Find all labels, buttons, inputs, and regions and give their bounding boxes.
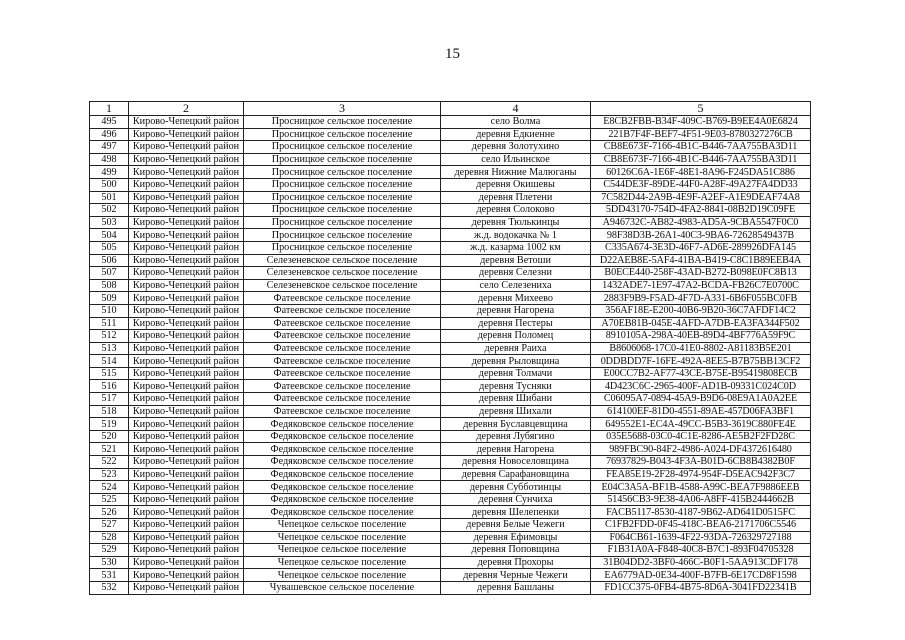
settlement-cell: Просницкое сельское поселение — [244, 216, 441, 229]
settlement-cell: Фатеевское сельское поселение — [244, 367, 441, 380]
locality-cell: деревня Прохоры — [441, 556, 591, 569]
row-number-cell: 496 — [90, 128, 129, 141]
guid-cell: 221B7F4F-BEF7-4F51-9E03-8780327276CB — [591, 128, 811, 141]
guid-cell: CB8E673F-7166-4B1C-B446-7AA755BA3D11 — [591, 141, 811, 154]
guid-cell: 989FBC90-84F2-4986-A024-DF4372616480 — [591, 443, 811, 456]
settlement-cell: Фатеевское сельское поселение — [244, 355, 441, 368]
locality-cell: деревня Солоково — [441, 204, 591, 217]
locality-cell: деревня Селезни — [441, 267, 591, 280]
row-number-cell: 501 — [90, 191, 129, 204]
guid-cell: 7C582D44-2A9B-4E9F-A2EF-A1E9DEAF74A8 — [591, 191, 811, 204]
settlement-cell: Фатеевское сельское поселение — [244, 380, 441, 393]
guid-cell: A946732C-AB82-4983-AD5A-9CBA5547F0C0 — [591, 216, 811, 229]
row-number-cell: 498 — [90, 153, 129, 166]
district-cell: Кирово-Чепецкий район — [129, 456, 244, 469]
district-cell: Кирово-Чепецкий район — [129, 443, 244, 456]
table-row — [90, 279, 811, 292]
row-number-cell: 509 — [90, 292, 129, 305]
row-number-cell: 514 — [90, 355, 129, 368]
guid-cell: C1FB2FDD-0F45-418C-BEA6-2171706C5546 — [591, 519, 811, 532]
guid-cell: D22AEB8E-5AF4-41BA-B419-C8C1B89EEB4A — [591, 254, 811, 267]
column-number-row — [90, 102, 811, 116]
guid-cell: 4D423C6C-2965-400F-AD1B-09331C024C0D — [591, 380, 811, 393]
district-cell: Кирово-Чепецкий район — [129, 216, 244, 229]
district-cell: Кирово-Чепецкий район — [129, 292, 244, 305]
settlement-cell: Просницкое сельское поселение — [244, 229, 441, 242]
guid-cell: B8606068-17C0-41E0-8802-A81183B5E201 — [591, 342, 811, 355]
table-row — [90, 456, 811, 469]
guid-cell: 51456CB3-9E38-4A06-A8FF-415B2444662B — [591, 493, 811, 506]
locality-cell: деревня Шелепенки — [441, 506, 591, 519]
guid-cell: C544DE3F-89DE-44F0-A28F-49A27FA4DD33 — [591, 178, 811, 191]
row-number-cell: 499 — [90, 166, 129, 179]
guid-cell: 2883F9B9-F5AD-4F7D-A331-6B6F055BC0FB — [591, 292, 811, 305]
district-cell: Кирово-Чепецкий район — [129, 116, 244, 129]
district-cell: Кирово-Чепецкий район — [129, 330, 244, 343]
guid-cell: E00CC7B2-AF77-43CE-B75E-B95419808ECB — [591, 367, 811, 380]
settlement-cell: Чепецкое сельское поселение — [244, 531, 441, 544]
settlement-cell: Федяковское сельское поселение — [244, 481, 441, 494]
row-number-cell: 528 — [90, 531, 129, 544]
district-cell: Кирово-Чепецкий район — [129, 191, 244, 204]
table-row — [90, 254, 811, 267]
settlement-cell: Чепецкое сельское поселение — [244, 556, 441, 569]
row-number-cell: 507 — [90, 267, 129, 280]
table-row — [90, 430, 811, 443]
row-number-cell: 532 — [90, 581, 129, 594]
locality-cell: деревня Золотухино — [441, 141, 591, 154]
settlement-cell: Федяковское сельское поселение — [244, 506, 441, 519]
settlement-cell: Федяковское сельское поселение — [244, 430, 441, 443]
locality-cell: деревня Пестеры — [441, 317, 591, 330]
table-row — [90, 229, 811, 242]
row-number-cell: 521 — [90, 443, 129, 456]
row-number-cell: 505 — [90, 241, 129, 254]
guid-cell: B0ECE440-258F-43AD-B272-B098E0FC8B13 — [591, 267, 811, 280]
table-row — [90, 292, 811, 305]
settlement-cell: Федяковское сельское поселение — [244, 468, 441, 481]
table-row — [90, 267, 811, 280]
settlement-cell: Просницкое сельское поселение — [244, 191, 441, 204]
table-row — [90, 519, 811, 532]
guid-cell: A70EB81B-045E-4AFD-A7DB-EA3FA344F502 — [591, 317, 811, 330]
district-cell: Кирово-Чепецкий район — [129, 493, 244, 506]
locality-cell: деревня Башланы — [441, 581, 591, 594]
district-cell: Кирово-Чепецкий район — [129, 342, 244, 355]
district-cell: Кирово-Чепецкий район — [129, 393, 244, 406]
locality-cell: деревня Черные Чежеги — [441, 569, 591, 582]
table-row — [90, 493, 811, 506]
guid-cell: E04C3A5A-BF1B-4588-A99C-BEA7F9886EEB — [591, 481, 811, 494]
row-number-cell: 525 — [90, 493, 129, 506]
locality-cell: ж.д. казарма 1002 км — [441, 241, 591, 254]
locality-cell: деревня Окишевы — [441, 178, 591, 191]
settlement-cell: Просницкое сельское поселение — [244, 128, 441, 141]
district-cell: Кирово-Чепецкий район — [129, 581, 244, 594]
table-row — [90, 191, 811, 204]
table-row — [90, 216, 811, 229]
district-cell: Кирово-Чепецкий район — [129, 254, 244, 267]
row-number-cell: 500 — [90, 178, 129, 191]
table-row — [90, 531, 811, 544]
settlement-cell: Федяковское сельское поселение — [244, 456, 441, 469]
row-number-cell: 516 — [90, 380, 129, 393]
guid-cell: 8910105A-298A-40EB-89D4-4BF776A59F9C — [591, 330, 811, 343]
row-number-cell: 515 — [90, 367, 129, 380]
locality-cell: деревня Едкиенне — [441, 128, 591, 141]
district-cell: Кирово-Чепецкий район — [129, 304, 244, 317]
guid-cell: F064CB61-1639-4F22-93DA-726329727188 — [591, 531, 811, 544]
row-number-cell: 522 — [90, 456, 129, 469]
row-number-cell: 530 — [90, 556, 129, 569]
settlement-cell: Фатеевское сельское поселение — [244, 330, 441, 343]
locality-cell: деревня Новоселовщина — [441, 456, 591, 469]
table-row — [90, 153, 811, 166]
locality-cell: деревня Шихали — [441, 405, 591, 418]
page-number: 15 — [445, 46, 460, 62]
district-cell: Кирово-Чепецкий район — [129, 141, 244, 154]
guid-cell: FACB5117-8530-4187-9B62-AD641D0515FC — [591, 506, 811, 519]
table-row — [90, 405, 811, 418]
table-row — [90, 204, 811, 217]
table-row — [90, 342, 811, 355]
column-header-4: 4 — [441, 102, 591, 116]
settlement-cell: Селезеневское сельское поселение — [244, 279, 441, 292]
row-number-cell: 527 — [90, 519, 129, 532]
table-row — [90, 581, 811, 594]
locality-cell: деревня Белые Чежеги — [441, 519, 591, 532]
column-header-1: 1 — [90, 102, 129, 116]
district-cell: Кирово-Чепецкий район — [129, 128, 244, 141]
locality-cell: деревня Субботинцы — [441, 481, 591, 494]
settlement-cell: Просницкое сельское поселение — [244, 178, 441, 191]
settlement-cell: Просницкое сельское поселение — [244, 141, 441, 154]
row-number-cell: 510 — [90, 304, 129, 317]
table-row — [90, 506, 811, 519]
guid-cell: E8CB2FBB-B34F-409C-B769-B9EE4A0E6824 — [591, 116, 811, 129]
locality-cell: деревня Сарафановщина — [441, 468, 591, 481]
district-cell: Кирово-Чепецкий район — [129, 506, 244, 519]
row-number-cell: 495 — [90, 116, 129, 129]
locality-cell: деревня Сунчиха — [441, 493, 591, 506]
guid-cell: 649552E1-EC4A-49CC-B5B3-3619C880FE4E — [591, 418, 811, 431]
locality-cell: деревня Тюлькинцы — [441, 216, 591, 229]
settlement-cell: Просницкое сельское поселение — [244, 204, 441, 217]
row-number-cell: 513 — [90, 342, 129, 355]
guid-cell: CB8E673F-7166-4B1C-B446-7AA755BA3D11 — [591, 153, 811, 166]
district-cell: Кирово-Чепецкий район — [129, 367, 244, 380]
table-row — [90, 304, 811, 317]
district-cell: Кирово-Чепецкий район — [129, 468, 244, 481]
locality-cell: деревня Раиха — [441, 342, 591, 355]
table-row — [90, 241, 811, 254]
locality-cell: ж.д. водокачка № 1 — [441, 229, 591, 242]
settlement-cell: Селезеневское сельское поселение — [244, 254, 441, 267]
row-number-cell: 526 — [90, 506, 129, 519]
guid-cell: 60126C6A-1E6F-48E1-8A96-F245DA51C886 — [591, 166, 811, 179]
district-cell: Кирово-Чепецкий район — [129, 569, 244, 582]
table-row — [90, 367, 811, 380]
table-row — [90, 380, 811, 393]
guid-cell: 76937829-B043-4F3A-B01D-6CB8B4382B0F — [591, 456, 811, 469]
column-header-5: 5 — [591, 102, 811, 116]
guid-cell: 035E5688-03C0-4C1E-8286-AE5B2F2FD28C — [591, 430, 811, 443]
settlement-cell: Селезеневское сельское поселение — [244, 267, 441, 280]
table-row — [90, 128, 811, 141]
settlement-cell: Федяковское сельское поселение — [244, 443, 441, 456]
column-header-3: 3 — [244, 102, 441, 116]
table-row — [90, 141, 811, 154]
row-number-cell: 531 — [90, 569, 129, 582]
district-cell: Кирово-Чепецкий район — [129, 519, 244, 532]
district-cell: Кирово-Чепецкий район — [129, 204, 244, 217]
district-cell: Кирово-Чепецкий район — [129, 544, 244, 557]
row-number-cell: 524 — [90, 481, 129, 494]
district-cell: Кирово-Чепецкий район — [129, 267, 244, 280]
row-number-cell: 512 — [90, 330, 129, 343]
settlement-cell: Чувашевское сельское поселение — [244, 581, 441, 594]
locality-cell: деревня Михеево — [441, 292, 591, 305]
guid-cell: 356AF18E-E200-40B6-9B20-36C7AFDF14C2 — [591, 304, 811, 317]
guid-cell: C335A674-3E3D-46F7-AD6E-289926DFA145 — [591, 241, 811, 254]
district-cell: Кирово-Чепецкий район — [129, 531, 244, 544]
locality-cell: деревня Поповщина — [441, 544, 591, 557]
settlement-cell: Федяковское сельское поселение — [244, 493, 441, 506]
table-row — [90, 544, 811, 557]
row-number-cell: 523 — [90, 468, 129, 481]
locality-cell: деревня Толмачи — [441, 367, 591, 380]
settlement-cell: Чепецкое сельское поселение — [244, 544, 441, 557]
settlement-cell: Фатеевское сельское поселение — [244, 393, 441, 406]
row-number-cell: 517 — [90, 393, 129, 406]
table-row — [90, 178, 811, 191]
row-number-cell: 508 — [90, 279, 129, 292]
table-row — [90, 166, 811, 179]
row-number-cell: 497 — [90, 141, 129, 154]
locality-cell: деревня Тусняки — [441, 380, 591, 393]
table-row — [90, 443, 811, 456]
guid-cell: 0DDBDD7F-16FE-492A-8EE5-B7B75BB13CF2 — [591, 355, 811, 368]
locality-cell: деревня Ветоши — [441, 254, 591, 267]
settlement-cell: Просницкое сельское поселение — [244, 116, 441, 129]
settlement-cell: Фатеевское сельское поселение — [244, 317, 441, 330]
row-number-cell: 529 — [90, 544, 129, 557]
guid-cell: FEA85E19-2F28-4974-954F-D5EAC942F3C7 — [591, 468, 811, 481]
locality-cell: деревня Нагорена — [441, 304, 591, 317]
table-row — [90, 317, 811, 330]
guid-cell: 614100EF-81D0-4551-89AE-457D06FA3BF1 — [591, 405, 811, 418]
locality-cell: деревня Плетени — [441, 191, 591, 204]
table-row — [90, 556, 811, 569]
settlement-cell: Чепецкое сельское поселение — [244, 569, 441, 582]
row-number-cell: 520 — [90, 430, 129, 443]
registry-table-body — [90, 102, 811, 595]
district-cell: Кирово-Чепецкий район — [129, 481, 244, 494]
locality-cell: деревня Ефимовцы — [441, 531, 591, 544]
row-number-cell: 504 — [90, 229, 129, 242]
table-row — [90, 116, 811, 129]
district-cell: Кирово-Чепецкий район — [129, 355, 244, 368]
district-cell: Кирово-Чепецкий район — [129, 418, 244, 431]
row-number-cell: 503 — [90, 216, 129, 229]
district-cell: Кирово-Чепецкий район — [129, 430, 244, 443]
row-number-cell: 518 — [90, 405, 129, 418]
settlement-cell: Просницкое сельское поселение — [244, 166, 441, 179]
district-cell: Кирово-Чепецкий район — [129, 166, 244, 179]
guid-cell: F1B31A0A-F848-40C8-B7C1-893F04705328 — [591, 544, 811, 557]
district-cell: Кирово-Чепецкий район — [129, 405, 244, 418]
locality-cell: деревня Рыловщина — [441, 355, 591, 368]
settlement-cell: Федяковское сельское поселение — [244, 418, 441, 431]
table-row — [90, 418, 811, 431]
settlement-cell: Фатеевское сельское поселение — [244, 405, 441, 418]
guid-cell: EA6779AD-0E34-400F-B7FB-6E17CD8F1598 — [591, 569, 811, 582]
column-header-2: 2 — [129, 102, 244, 116]
district-cell: Кирово-Чепецкий район — [129, 279, 244, 292]
registry-table — [89, 101, 811, 595]
row-number-cell: 502 — [90, 204, 129, 217]
locality-cell: деревня Лубягино — [441, 430, 591, 443]
locality-cell: деревня Нижние Малюганы — [441, 166, 591, 179]
guid-cell: FD1CC375-0FB4-4B75-8D6A-3041FD22341B — [591, 581, 811, 594]
locality-cell: деревня Поломец — [441, 330, 591, 343]
locality-cell: село Селезениха — [441, 279, 591, 292]
locality-cell: село Волма — [441, 116, 591, 129]
locality-cell: деревня Буславцевщина — [441, 418, 591, 431]
guid-cell: 5DD43170-754D-4FA2-8841-08B2D19C09FE — [591, 204, 811, 217]
table-row — [90, 569, 811, 582]
district-cell: Кирово-Чепецкий район — [129, 317, 244, 330]
settlement-cell: Просницкое сельское поселение — [244, 153, 441, 166]
table-row — [90, 468, 811, 481]
settlement-cell: Чепецкое сельское поселение — [244, 519, 441, 532]
row-number-cell: 511 — [90, 317, 129, 330]
table-row — [90, 393, 811, 406]
table-row — [90, 355, 811, 368]
row-number-cell: 519 — [90, 418, 129, 431]
district-cell: Кирово-Чепецкий район — [129, 380, 244, 393]
locality-cell: деревня Нагорена — [441, 443, 591, 456]
guid-cell: 1432ADE7-1E97-47A2-BCDA-FB26C7E0700C — [591, 279, 811, 292]
guid-cell: C06095A7-0894-45A9-B9D6-08E9A1A0A2EE — [591, 393, 811, 406]
row-number-cell: 506 — [90, 254, 129, 267]
settlement-cell: Фатеевское сельское поселение — [244, 292, 441, 305]
locality-cell: село Ильинское — [441, 153, 591, 166]
district-cell: Кирово-Чепецкий район — [129, 241, 244, 254]
district-cell: Кирово-Чепецкий район — [129, 178, 244, 191]
table-row — [90, 330, 811, 343]
guid-cell: 31B04DD2-3BF0-466C-B0F1-5AA913CDF178 — [591, 556, 811, 569]
district-cell: Кирово-Чепецкий район — [129, 556, 244, 569]
table-row — [90, 481, 811, 494]
district-cell: Кирово-Чепецкий район — [129, 229, 244, 242]
locality-cell: деревня Шибани — [441, 393, 591, 406]
district-cell: Кирово-Чепецкий район — [129, 153, 244, 166]
guid-cell: 98F38D3B-26A1-40C3-9BA6-72628549437B — [591, 229, 811, 242]
settlement-cell: Фатеевское сельское поселение — [244, 304, 441, 317]
settlement-cell: Просницкое сельское поселение — [244, 241, 441, 254]
settlement-cell: Фатеевское сельское поселение — [244, 342, 441, 355]
